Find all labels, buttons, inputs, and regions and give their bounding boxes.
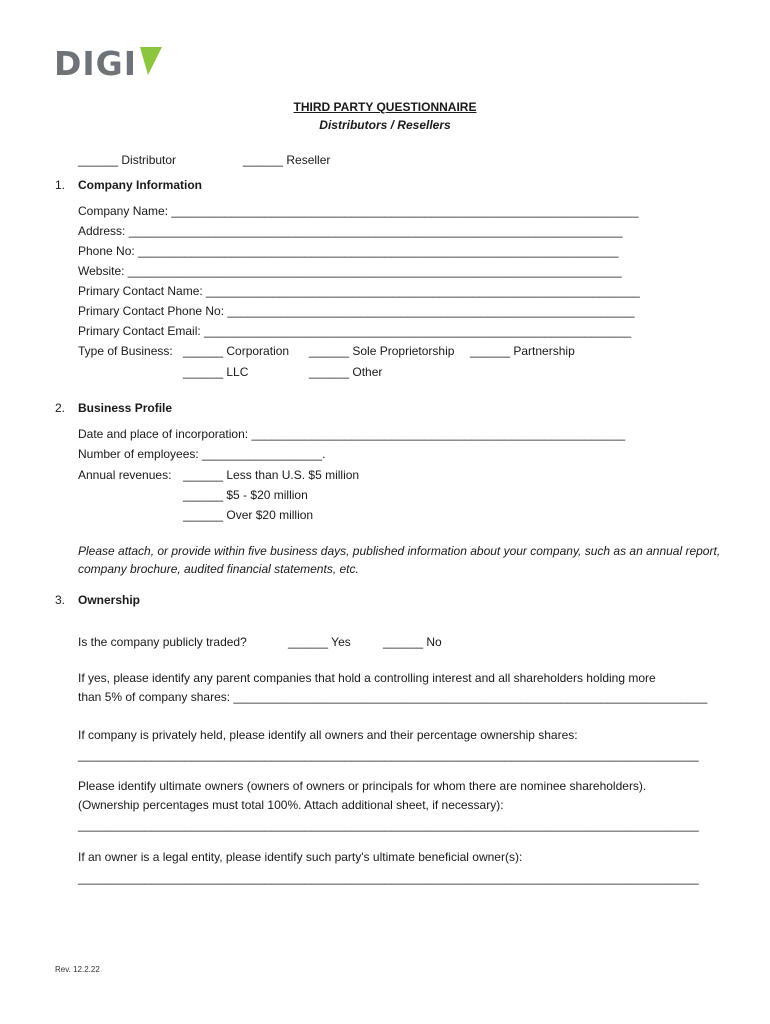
address-field[interactable]: Address: __________________________________________________________________________ bbox=[78, 224, 623, 238]
section3-title: Ownership bbox=[78, 593, 141, 607]
logo-chevron-icon bbox=[138, 45, 163, 81]
section3-number: 3. bbox=[55, 593, 66, 607]
ultimate-owners-field[interactable]: _____________________________________________________________________________________________ bbox=[78, 818, 699, 832]
beneficial-owners-field[interactable]: _____________________________________________________________________________________________ bbox=[78, 871, 699, 885]
other-choice[interactable]: ______ Other bbox=[309, 365, 383, 379]
revenue-5to20-choice[interactable]: ______ $5 - $20 million bbox=[183, 488, 308, 502]
public-yes-choice[interactable]: ______ Yes bbox=[288, 635, 351, 649]
private-owners-field[interactable]: _____________________________________________________________________________________________ bbox=[78, 748, 699, 762]
revenues-label: Annual revenues: bbox=[78, 468, 172, 482]
llc-choice[interactable]: ______ LLC bbox=[183, 365, 249, 379]
sole-proprietorship-choice[interactable]: ______ Sole Proprietorship bbox=[309, 344, 455, 358]
digi-logo: DIGI bbox=[54, 44, 138, 83]
corporation-choice[interactable]: ______ Corporation bbox=[183, 344, 290, 358]
doc-title: THIRD PARTY QUESTIONNAIRE bbox=[293, 100, 477, 114]
primary-contact-email-field[interactable]: Primary Contact Email: ________________________________________________________________ bbox=[78, 324, 632, 338]
attachment-note: Please attach, or provide within five business days, published information about your company, such as an annual report, company brochure, audited financial statements, etc. bbox=[78, 544, 721, 576]
incorporation-field[interactable]: Date and place of incorporation: ________________________________________________________ bbox=[78, 427, 626, 441]
reseller-choice[interactable]: ______ Reseller bbox=[243, 153, 331, 167]
section1-number: 1. bbox=[55, 178, 66, 192]
website-field[interactable]: Website: __________________________________________________________________________ bbox=[78, 264, 622, 278]
private-question: If company is privately held, please identify all owners and their percentage ownership shares: bbox=[78, 728, 578, 742]
primary-contact-name-field[interactable]: Primary Contact Name: _________________________________________________________________ bbox=[78, 284, 640, 298]
phone-field[interactable]: Phone No: ________________________________________________________________________ bbox=[78, 244, 619, 258]
public-no-choice[interactable]: ______ No bbox=[383, 635, 442, 649]
legal-entity-question: If an owner is a legal entity, please identify such party's ultimate beneficial owner(s): bbox=[78, 850, 523, 864]
business-type-label: Type of Business: bbox=[78, 344, 173, 358]
partnership-choice[interactable]: ______ Partnership bbox=[470, 344, 575, 358]
parent-question-line1: If yes, please identify any parent companies that hold a controlling interest and all shareholders holding more bbox=[78, 671, 656, 685]
ultimate-question-line2: (Ownership percentages must total 100%. Attach additional sheet, if necessary): bbox=[78, 798, 504, 812]
section2-number: 2. bbox=[55, 401, 66, 415]
public-question: Is the company publicly traded? bbox=[78, 635, 247, 649]
parent-companies-field[interactable]: than 5% of company shares: _______________________________________________________________________ bbox=[78, 690, 708, 704]
employees-field[interactable]: Number of employees: __________________. bbox=[78, 447, 326, 461]
revenue-lt5-choice[interactable]: ______ Less than U.S. $5 million bbox=[183, 468, 360, 482]
company-name-field[interactable]: Company Name: ______________________________________________________________________ bbox=[78, 204, 639, 218]
doc-subtitle: Distributors / Resellers bbox=[319, 118, 451, 132]
primary-contact-phone-field[interactable]: Primary Contact Phone No: _____________________________________________________________ bbox=[78, 304, 635, 318]
ultimate-question-line1: Please identify ultimate owners (owners of owners or principals for whom there are nominee shareholders). bbox=[78, 779, 647, 793]
revision-label: Rev. 12.2.22 bbox=[55, 965, 100, 974]
section2-title: Business Profile bbox=[78, 401, 173, 415]
revenue-gt20-choice[interactable]: ______ Over $20 million bbox=[183, 508, 314, 522]
distributor-choice[interactable]: ______ Distributor bbox=[78, 153, 177, 167]
section1-title: Company Information bbox=[78, 178, 203, 192]
